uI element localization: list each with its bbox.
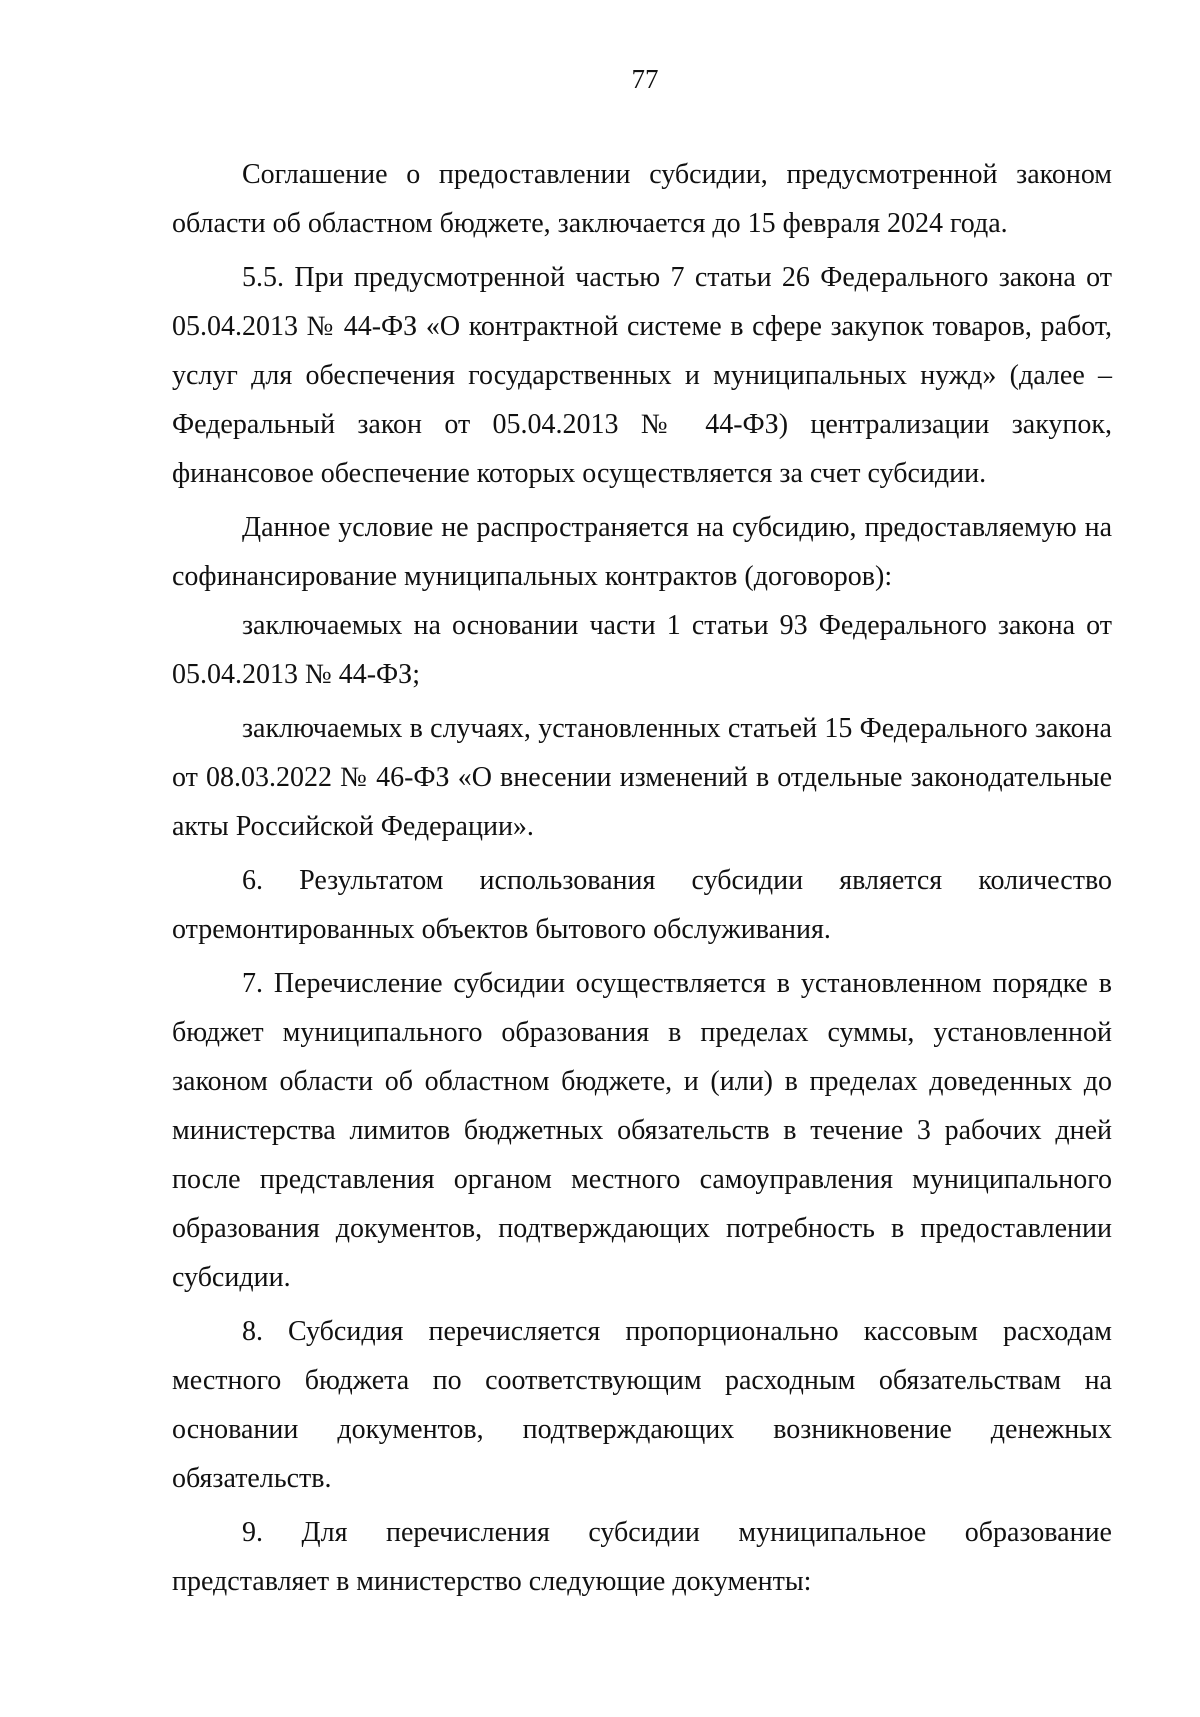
paragraph-5-5-centralized-procurement: 5.5. При предусмотренной частью 7 статьи 26 Федерального закона от 05.04.2013 № 44-ФЗ «О контрактной системе в сфере закупок товаров, работ, услуг для обеспечения государственных и муниципальных нужд» (далее – Федеральный закон от 05.04.2013 № 44-ФЗ) централизации закупок, финансовое обеспечение которых осуществляется за счет субсидии.: [172, 262, 1112, 489]
paragraph-9-documents: 9. Для перечисления субсидии муниципальное образование представляет в министерство следующие документы:: [172, 1517, 1112, 1597]
paragraph-7-transfer: 7. Перечисление субсидии осуществляется в установленном порядке в бюджет муниципального образования в пределах суммы, установленной законом области об областном бюджете, и (или) в пределах доведенных до министерства лимитов бюджетных обязательств в течение 3 рабочих дней после представления органом местного самоуправления муниципального образования документов, подтверждающих потребность в предоставлении субсидии.: [172, 968, 1112, 1293]
paragraph-6-result: 6. Результатом использования субсидии является количество отремонтированных объектов бытового обслуживания.: [172, 865, 1112, 945]
paragraph-agreement-deadline: Соглашение о предоставлении субсидии, предусмотренной законом области об областном бюджете, заключается до 15 февраля 2024 года.: [172, 159, 1112, 239]
paragraph-exception-article-93: заключаемых на основании части 1 статьи 93 Федерального закона от 05.04.2013 № 44-ФЗ;: [172, 610, 1112, 690]
document-body: [172, 150, 1112, 1611]
paragraph-8-proportional-transfer: 8. Субсидия перечисляется пропорционально кассовым расходам местного бюджета по соответствующим расходным обязательствам на основании документов, подтверждающих возникновение денежных обязательств.: [172, 1316, 1112, 1494]
page-number: 77: [631, 64, 659, 94]
paragraph-exception-article-15: заключаемых в случаях, установленных статьей 15 Федерального закона от 08.03.2022 № 46-ФЗ «О внесении изменений в отдельные законодательные акты Российской Федерации».: [172, 713, 1112, 842]
paragraph-condition-exception: Данное условие не распространяется на субсидию, предоставляемую на софинансирование муниципальных контрактов (договоров):: [172, 512, 1112, 592]
